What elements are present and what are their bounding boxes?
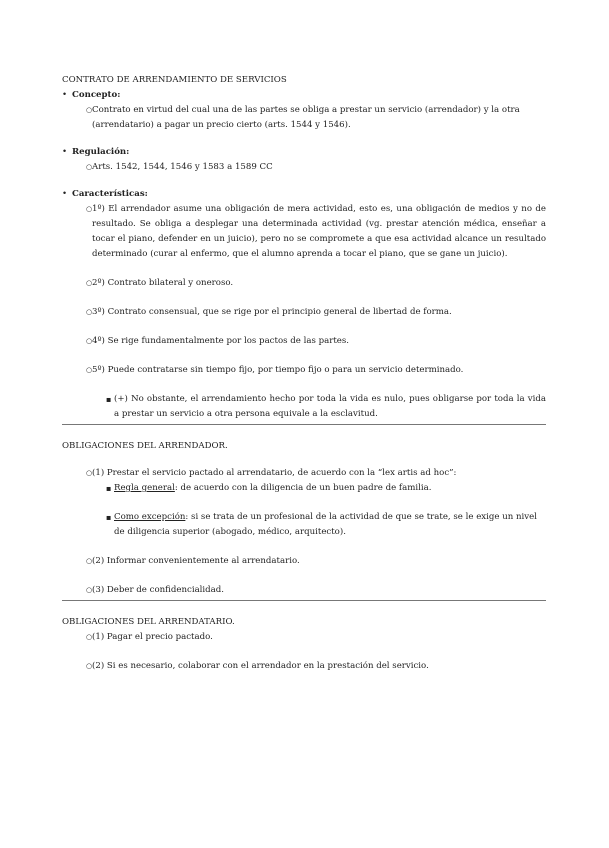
note-text: (+) No obstante, el arrendamiento hecho por toda la vida es nulo, pues obligarse por toda la vida a prestar un servicio a otra persona equivale a la esclavitud. [114,394,546,419]
square-bullet-icon: ▪ [106,395,112,404]
circle-bullet-icon: ○ [86,106,93,114]
arrendatario-title: OBLIGACIONES DEL ARRENDATARIO. [62,617,235,627]
regla-general-label: Regla general [114,483,175,493]
concepto-text: Contrato en virtud del cual una de las partes se obliga a prestar un servicio (arrendador) y la otra (arrendatario) a pagar un precio cierto (arts. 1544 y 1546). [92,105,520,130]
regulacion-text: Arts. 1542, 1544, 1546 y 1583 a 1589 CC [92,162,273,172]
caracteristica-text: 5º) Puede contratarse sin tiempo fijo, por tiempo fijo o para un servicio determinado. [92,365,464,375]
caracteristicas-label: Características: [72,189,148,199]
square-bullet-icon: ▪ [106,484,112,493]
circle-bullet-icon: ○ [86,337,93,345]
caracteristica-item [62,305,546,320]
section-concepto [62,88,546,103]
circle-bullet-icon: ○ [86,366,93,374]
arrendador-item-text: (1) Prestar el servicio pactado al arrendatario, de acuerdo con la “lex artis ad hoc”: [92,468,457,478]
regla-general-item [62,481,546,496]
circle-bullet-icon: ○ [86,662,93,670]
arrendador-item [62,554,546,569]
caracteristica-text: 4º) Se rige fundamentalmente por los pactos de las partes. [92,336,350,346]
document-page [62,73,546,674]
circle-bullet-icon: ○ [86,586,93,594]
arrendatario-item [62,659,546,674]
circle-bullet-icon: ○ [86,163,93,171]
arrendador-item-text: (2) Informar convenientemente al arrendatario. [92,556,300,566]
regulacion-label: Regulación: [72,147,130,157]
caracteristica-text: 3º) Contrato consensual, que se rige por el principio general de libertad de forma. [92,307,452,317]
arrendador-item [62,583,546,598]
section-caracteristicas [62,187,546,202]
arrendador-item-text: (3) Deber de confidencialidad. [92,585,225,595]
circle-bullet-icon: ○ [86,279,93,287]
circle-bullet-icon: ○ [86,308,93,316]
arrendador-item [62,466,546,481]
concepto-item [62,103,546,133]
regulacion-item [62,160,546,175]
regla-general-text: : de acuerdo con la diligencia de un buen padre de familia. [174,483,432,493]
circle-bullet-icon: ○ [86,469,93,477]
excepcion-label: Como excepción [114,512,186,522]
caracteristica-text: 1º) El arrendador asume una obligación de mera actividad, esto es, una obligación de medios y no de resultado. Se obliga a desplegar una determinada actividad (vg. prestar atención médica, enseñar a tocar el piano, defender en un juicio), pero no se compromete a que esa actividad alcance un resultado determinado (curar al enfermo, que el alumno aprenda a tocar el piano, que se gane un juicio). [92,204,546,259]
caracteristica-note [62,392,546,422]
caracteristica-item [62,276,546,291]
arrendatario-item [62,630,546,645]
caracteristica-text: 2º) Contrato bilateral y oneroso. [92,278,234,288]
bullet-icon: • [62,189,68,199]
excepcion-item [62,510,546,540]
bullet-icon: • [62,147,68,157]
document-title: CONTRATO DE ARRENDAMIENTO DE SERVICIOS [62,75,287,85]
caracteristica-item [62,202,546,262]
arrendatario-item-text: (2) Si es necesario, colaborar con el arrendador en la prestación del servicio. [92,661,429,671]
caracteristica-item [62,334,546,349]
concepto-label: Concepto: [72,90,121,100]
caracteristica-item [62,363,546,378]
arrendador-title: OBLIGACIONES DEL ARRENDADOR. [62,441,228,451]
circle-bullet-icon: ○ [86,557,93,565]
bullet-icon: • [62,90,68,100]
arrendatario-item-text: (1) Pagar el precio pactado. [92,632,213,642]
circle-bullet-icon: ○ [86,205,93,213]
excepcion-text: : si se trata de un profesional de la actividad de que se trate, se le exige un nivel de diligencia superior (abogado, médico, arquitecto). [114,512,537,537]
circle-bullet-icon: ○ [86,633,93,641]
section-regulacion [62,145,546,160]
square-bullet-icon: ▪ [106,513,112,522]
